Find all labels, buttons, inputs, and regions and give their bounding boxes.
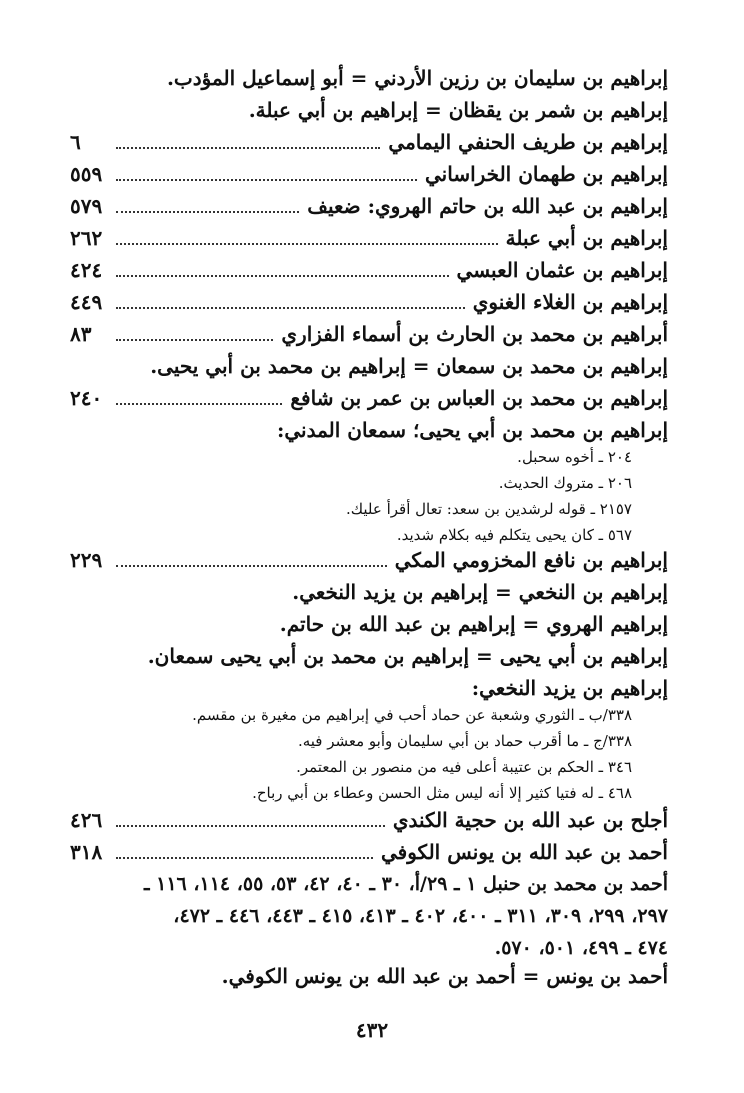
page-number: ٤٣٢ (355, 1018, 389, 1042)
index-entry (70, 192, 668, 220)
entry-name: إبراهيم بن يزيد النخعي: (471, 676, 668, 700)
index-entry (70, 806, 668, 834)
entry-name: إبراهيم بن الغلاء الغنوي (472, 290, 668, 314)
entry-name: إبراهيم بن أبي يحيى = إبراهيم بن محمد بن أبي يحيى سمعان. (147, 644, 668, 668)
sub-entry: ٣٤٦ ـ الحكم بن عتيبة أعلى فيه من منصور بن المعتمر. (296, 758, 632, 776)
entry-name: إبراهيم بن محمد بن أبي يحيى؛ سمعان المدني: (276, 418, 668, 442)
index-entry (70, 838, 668, 866)
entry-page-number: ٤٤٩ (70, 290, 103, 314)
entry-page-number: ٥٥٩ (70, 162, 103, 186)
sub-entry: ٣٣٨/ج ـ ما أقرب حماد بن أبي سليمان وأبو معشر فيه. (297, 732, 632, 750)
leader-dots (116, 179, 417, 181)
entry-name: أحمد بن عبد الله بن يونس الكوفي (380, 840, 668, 864)
hanbal-entry-line: أحمد بن محمد بن حنبل ١ ـ ٢٩/أ، ٣٠ ـ ٤٠، ٤٢، ٥٣، ٥٥، ١١٤، ١١٦ ـ (143, 873, 668, 895)
entry-name: إبراهيم بن طهمان الخراساني (424, 162, 668, 186)
leader-dots (116, 825, 385, 827)
entry-name: إبراهيم بن نافع المخزومي المكي (394, 548, 668, 572)
entry-page-number: ٢٤٠ (70, 386, 103, 410)
sub-entry: ٤٦٨ ـ له فتيا كثير إلا أنه ليس مثل الحسن وعطاء بن أبي رباح. (252, 784, 632, 802)
leader-dots (116, 275, 449, 277)
entry-page-number: ٢٢٩ (70, 548, 103, 572)
leader-dots (116, 243, 498, 245)
index-entry (70, 160, 668, 188)
sub-entry: ٢٠٤ ـ أخوه سحبل. (517, 448, 632, 466)
index-entry (70, 256, 668, 284)
leader-dots (116, 339, 273, 341)
index-entry (70, 224, 668, 252)
index-entry (70, 642, 668, 670)
hanbal-entry-line: ٢٩٧، ٢٩٩، ٣٠٩، ٣١١ ـ ٤٠٠، ٤٠٢ ـ ٤١٣، ٤١٥ ـ ٤٤٣، ٤٤٦ ـ ٤٧٢، (173, 905, 668, 927)
entry-page-number: ٢٦٢ (70, 226, 103, 250)
index-entry (70, 96, 668, 124)
leader-dots (116, 307, 465, 309)
index-entry (70, 416, 668, 444)
entry-name: إبراهيم الهروي = إبراهيم بن عبد الله بن حاتم. (279, 612, 668, 636)
entry-name: إبراهيم بن شمر بن يقظان = إبراهيم بن أبي عبلة. (248, 98, 668, 122)
entry-name: إبراهيم بن عثمان العبسي (456, 258, 668, 282)
leader-dots (116, 565, 387, 567)
index-entry (70, 288, 668, 316)
index-entry (70, 962, 668, 990)
entry-name: أحمد بن يونس = أحمد بن عبد الله بن يونس الكوفي. (221, 964, 668, 988)
entry-page-number: ٦ (70, 130, 81, 154)
entry-page-number: ٤٢٦ (70, 808, 103, 832)
entry-name: إبراهيم بن عبد الله بن حاتم الهروي: ضعيف (307, 194, 668, 218)
leader-dots (116, 211, 299, 213)
hanbal-entry-line: ٤٧٤ ـ ٤٩٩، ٥٠١، ٥٧٠. (494, 937, 668, 959)
sub-entry: ٢١٥٧ ـ قوله لرشدين بن سعد: تعال أقرأ عليك. (345, 500, 632, 518)
entry-page-number: ٨٣ (70, 322, 92, 346)
sub-entry: ٥٦٧ ـ كان يحيى يتكلم فيه بكلام شديد. (396, 526, 632, 544)
index-entry (70, 546, 668, 574)
entry-name: إبراهيم بن النخعي = إبراهيم بن يزيد النخعي. (292, 580, 668, 604)
entry-name: أبراهيم بن محمد بن الحارث بن أسماء الفزاري (281, 322, 668, 346)
entry-name: أجلح بن عبد الله بن حجية الكندي (392, 808, 668, 832)
leader-dots (116, 857, 373, 859)
entry-name: إبراهيم بن محمد بن العباس بن عمر بن شافع (290, 386, 668, 410)
entry-page-number: ٥٧٩ (70, 194, 103, 218)
index-entry (70, 64, 668, 92)
sub-entry: ٣٣٨/ب ـ الثوري وشعبة عن حماد أحب في إبراهيم من مغيرة بن مقسم. (192, 706, 632, 724)
entry-page-number: ٣١٨ (70, 840, 103, 864)
index-entry (70, 320, 668, 348)
leader-dots (116, 147, 380, 149)
entry-page-number: ٤٢٤ (70, 258, 103, 282)
sub-entry: ٢٠٦ ـ متروك الحديث. (498, 474, 632, 492)
entry-name: إبراهيم بن سليمان بن رزين الأردني = أبو إسماعيل المؤدب. (166, 66, 668, 90)
index-entry (70, 610, 668, 638)
entry-name: إبراهيم بن أبي عبلة (505, 226, 668, 250)
entry-name: إبراهيم بن طريف الحنفي اليمامي (388, 130, 668, 154)
index-entry (70, 352, 668, 380)
index-entry (70, 674, 668, 702)
index-entry (70, 384, 668, 412)
entry-name: إبراهيم بن محمد بن سمعان = إبراهيم بن محمد بن أبي يحيى. (150, 354, 668, 378)
index-entry (70, 578, 668, 606)
index-entry (70, 128, 668, 156)
leader-dots (116, 403, 282, 405)
